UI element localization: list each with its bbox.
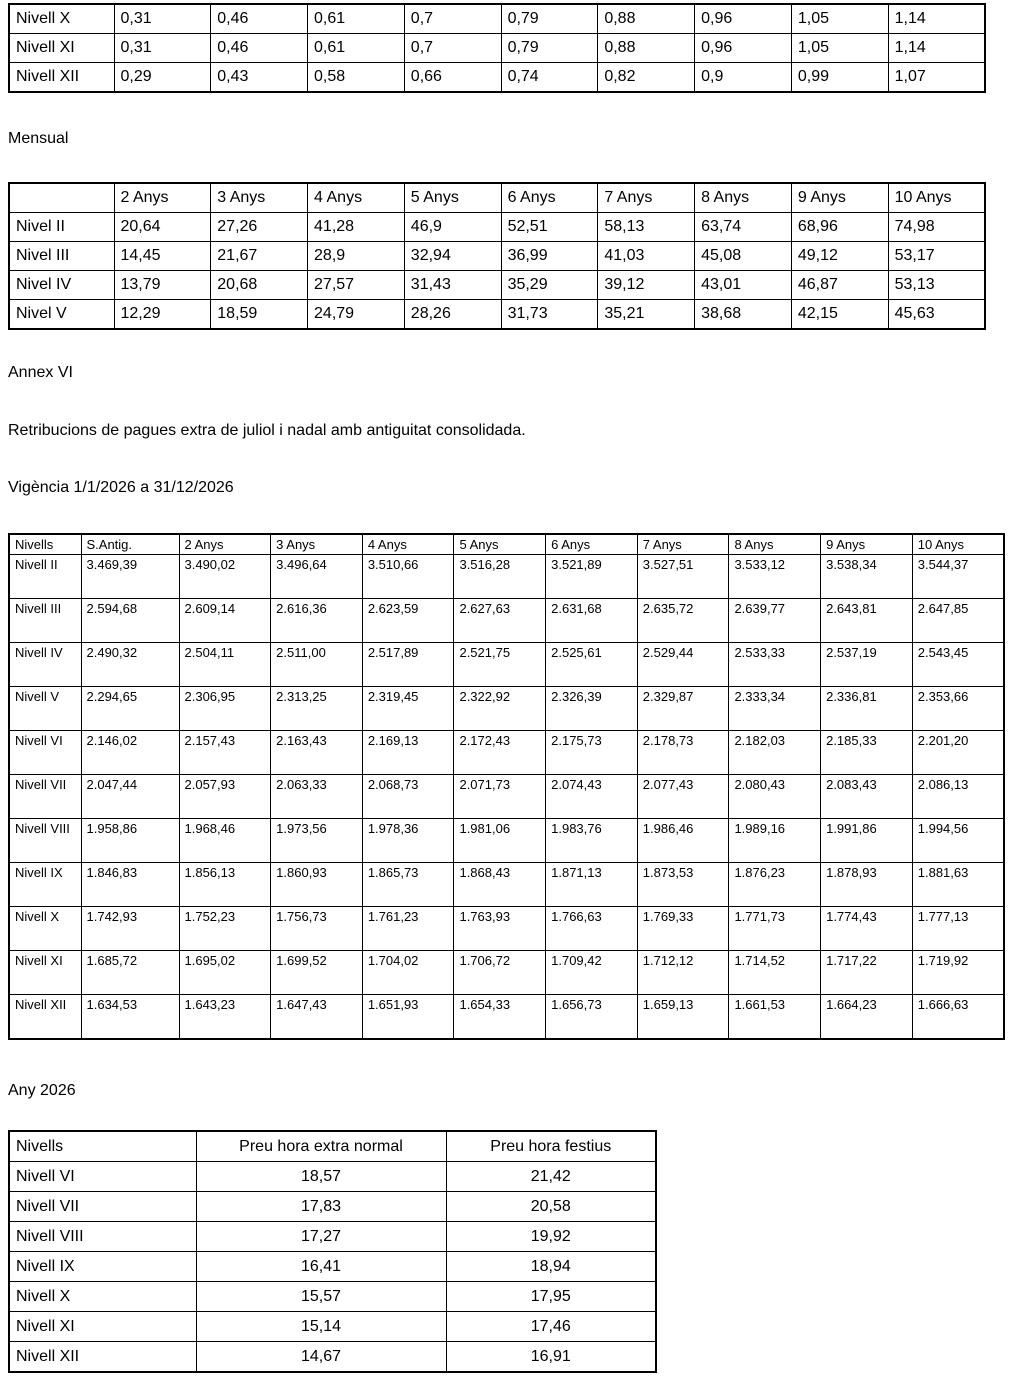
row-label: Nivell VIII — [9, 1222, 196, 1252]
table-cell: 16,41 — [196, 1252, 446, 1282]
table-cell: 28,26 — [404, 300, 501, 330]
table-row — [9, 242, 985, 271]
table-cell: 2.083,43 — [821, 775, 913, 819]
table-cell: 0,74 — [501, 63, 598, 93]
column-header: 7 Anys — [598, 183, 695, 213]
table-cell: 2.071,73 — [454, 775, 546, 819]
table-cell: 20,68 — [211, 271, 308, 300]
table-cell: 1.994,56 — [912, 819, 1004, 863]
table-cell: 1.766,63 — [546, 907, 638, 951]
table-cell: 2.080,43 — [729, 775, 821, 819]
table-row — [9, 907, 1004, 951]
column-header: 5 Anys — [454, 534, 546, 555]
table-cell: 46,87 — [791, 271, 888, 300]
table-cell: 0,79 — [501, 4, 598, 34]
table-cell: 1.878,93 — [821, 863, 913, 907]
table-row — [9, 1312, 656, 1342]
table-cell: 1.973,56 — [271, 819, 363, 863]
table-cell: 1.777,13 — [912, 907, 1004, 951]
row-label: Nivell XII — [9, 1342, 196, 1373]
table-row — [9, 1252, 656, 1282]
row-label: Nivel II — [9, 213, 114, 242]
table-cell: 1.651,93 — [362, 995, 454, 1040]
table-cell: 1.634,53 — [81, 995, 179, 1040]
table-cell: 0,58 — [308, 63, 405, 93]
table-cell: 1.856,13 — [179, 863, 271, 907]
row-label: Nivell XII — [9, 995, 81, 1040]
table-cell: 1,14 — [888, 34, 985, 63]
table-cell: 38,68 — [695, 300, 792, 330]
table-cell: 2.063,33 — [271, 775, 363, 819]
table-cell: 2.631,68 — [546, 599, 638, 643]
column-header: 6 Anys — [501, 183, 598, 213]
table-row — [9, 4, 985, 34]
table-cell: 0,29 — [114, 63, 211, 93]
column-header: 7 Anys — [637, 534, 729, 555]
table-cell: 2.077,43 — [637, 775, 729, 819]
table-cell: 3.510,66 — [362, 555, 454, 599]
table-cell: 1.769,33 — [637, 907, 729, 951]
row-label: Nivell VIII — [9, 819, 81, 863]
table-cell: 0,7 — [404, 4, 501, 34]
table-cell: 36,99 — [501, 242, 598, 271]
table-cell: 3.516,28 — [454, 555, 546, 599]
column-header: Nivells — [9, 534, 81, 555]
table-row — [9, 555, 1004, 599]
table-cell: 2.163,43 — [271, 731, 363, 775]
table-cell: 2.639,77 — [729, 599, 821, 643]
table-cell: 1.763,93 — [454, 907, 546, 951]
table-cell: 1.709,42 — [546, 951, 638, 995]
table-cell: 1.981,06 — [454, 819, 546, 863]
table-cell: 3.533,12 — [729, 555, 821, 599]
table-cell: 2.627,63 — [454, 599, 546, 643]
table-cell: 16,91 — [446, 1342, 656, 1373]
table-cell: 0,31 — [114, 4, 211, 34]
table-cell: 2.182,03 — [729, 731, 821, 775]
table-cell: 74,98 — [888, 213, 985, 242]
table-row — [9, 775, 1004, 819]
table-cell: 2.529,44 — [637, 643, 729, 687]
row-label: Nivell III — [9, 599, 81, 643]
table-cell: 2.074,43 — [546, 775, 638, 819]
table-cell: 1.695,02 — [179, 951, 271, 995]
table-row — [9, 951, 1004, 995]
row-label: Nivell IX — [9, 1252, 196, 1282]
table-cell: 1.868,43 — [454, 863, 546, 907]
table-cell: 1.712,12 — [637, 951, 729, 995]
table-cell: 2.623,59 — [362, 599, 454, 643]
table-cell: 1,05 — [791, 4, 888, 34]
section-heading-annex-vi: Annex VI — [8, 364, 73, 381]
column-header: 10 Anys — [912, 534, 1004, 555]
table-cell: 12,29 — [114, 300, 211, 330]
table-cell: 14,45 — [114, 242, 211, 271]
row-label: Nivell IV — [9, 643, 81, 687]
table-cell: 17,27 — [196, 1222, 446, 1252]
paragraph-retribucions: Retribucions de pagues extra de juliol i nadal amb antiguitat consolidada. — [8, 422, 526, 439]
column-header: 9 Anys — [821, 534, 913, 555]
table-cell: 2.616,36 — [271, 599, 363, 643]
table-row — [9, 271, 985, 300]
table-cell: 2.609,14 — [179, 599, 271, 643]
table-cell: 32,94 — [404, 242, 501, 271]
table-cell: 2.329,87 — [637, 687, 729, 731]
table-row — [9, 63, 985, 93]
table-cell: 2.511,00 — [271, 643, 363, 687]
row-label: Nivell VI — [9, 1162, 196, 1192]
table-cell: 1.761,23 — [362, 907, 454, 951]
table-row — [9, 819, 1004, 863]
column-header: 3 Anys — [211, 183, 308, 213]
table-cell: 1.983,76 — [546, 819, 638, 863]
table-cell: 0,88 — [598, 4, 695, 34]
table-cell: 1.860,93 — [271, 863, 363, 907]
annex-vi-retribucions-table — [8, 533, 1005, 1040]
table-cell: 1.986,46 — [637, 819, 729, 863]
table-cell: 3.527,51 — [637, 555, 729, 599]
table-cell: 35,29 — [501, 271, 598, 300]
table-cell: 43,01 — [695, 271, 792, 300]
table-row — [9, 34, 985, 63]
table-cell: 2.172,43 — [454, 731, 546, 775]
table-cell: 1,05 — [791, 34, 888, 63]
table-cell: 2.353,66 — [912, 687, 1004, 731]
table-cell: 1.873,53 — [637, 863, 729, 907]
table-cell: 1.989,16 — [729, 819, 821, 863]
table-cell: 1,07 — [888, 63, 985, 93]
table-cell: 18,57 — [196, 1162, 446, 1192]
table-cell: 1.771,73 — [729, 907, 821, 951]
table-cell: 68,96 — [791, 213, 888, 242]
table-cell: 3.496,64 — [271, 555, 363, 599]
table-cell: 1.742,93 — [81, 907, 179, 951]
table-cell: 2.643,81 — [821, 599, 913, 643]
row-label: Nivel V — [9, 300, 114, 330]
table-cell: 2.201,20 — [912, 731, 1004, 775]
table-cell: 2.313,25 — [271, 687, 363, 731]
table-cell: 1.664,23 — [821, 995, 913, 1040]
column-header: 2 Anys — [114, 183, 211, 213]
table-cell: 1.958,86 — [81, 819, 179, 863]
table-cell: 1.846,83 — [81, 863, 179, 907]
column-header: S.Antig. — [81, 534, 179, 555]
table-cell: 2.319,45 — [362, 687, 454, 731]
column-header: Preu hora extra normal — [196, 1131, 446, 1162]
table-cell: 15,57 — [196, 1282, 446, 1312]
table-row — [9, 599, 1004, 643]
table-cell: 35,21 — [598, 300, 695, 330]
table-cell: 52,51 — [501, 213, 598, 242]
table-cell: 0,99 — [791, 63, 888, 93]
column-header: Preu hora festius — [446, 1131, 656, 1162]
table-cell: 39,12 — [598, 271, 695, 300]
table-cell: 2.333,34 — [729, 687, 821, 731]
column-header: Nivells — [9, 1131, 196, 1162]
table-cell: 0,82 — [598, 63, 695, 93]
table-cell: 0,46 — [211, 34, 308, 63]
table-cell: 45,08 — [695, 242, 792, 271]
table-cell: 46,9 — [404, 213, 501, 242]
table-cell: 1.719,92 — [912, 951, 1004, 995]
table-row — [9, 1162, 656, 1192]
column-header: 4 Anys — [362, 534, 454, 555]
table-cell: 2.322,92 — [454, 687, 546, 731]
row-label: Nivel IV — [9, 271, 114, 300]
table-cell: 17,95 — [446, 1282, 656, 1312]
table-cell: 42,15 — [791, 300, 888, 330]
table-cell: 27,57 — [308, 271, 405, 300]
table-cell: 20,58 — [446, 1192, 656, 1222]
column-header — [9, 183, 114, 213]
table-cell: 58,13 — [598, 213, 695, 242]
table-cell: 1.656,73 — [546, 995, 638, 1040]
row-label: Nivell II — [9, 555, 81, 599]
table-cell: 2.635,72 — [637, 599, 729, 643]
row-label: Nivell VII — [9, 1192, 196, 1222]
table-cell: 1.661,53 — [729, 995, 821, 1040]
nivells-decimals-table — [8, 3, 986, 93]
table-cell: 1.685,72 — [81, 951, 179, 995]
table-cell: 2.537,19 — [821, 643, 913, 687]
table-cell: 1.714,52 — [729, 951, 821, 995]
table-cell: 53,13 — [888, 271, 985, 300]
column-header: 3 Anys — [271, 534, 363, 555]
table-cell: 0,66 — [404, 63, 501, 93]
row-label: Nivell XI — [9, 34, 114, 63]
table-cell: 1.752,23 — [179, 907, 271, 951]
table-row — [9, 995, 1004, 1040]
row-label: Nivell XII — [9, 63, 114, 93]
section-heading-any-2026: Any 2026 — [8, 1082, 76, 1099]
table-cell: 0,61 — [308, 34, 405, 63]
row-label: Nivell V — [9, 687, 81, 731]
table-cell: 2.294,65 — [81, 687, 179, 731]
table-cell: 2.543,45 — [912, 643, 1004, 687]
table-cell: 1.991,86 — [821, 819, 913, 863]
table-cell: 1.666,63 — [912, 995, 1004, 1040]
table-cell: 0,96 — [695, 4, 792, 34]
table-cell: 3.538,34 — [821, 555, 913, 599]
table-cell: 18,94 — [446, 1252, 656, 1282]
table-cell: 2.086,13 — [912, 775, 1004, 819]
table-row — [9, 213, 985, 242]
table-cell: 2.594,68 — [81, 599, 179, 643]
row-label: Nivell X — [9, 4, 114, 34]
table-cell: 2.326,39 — [546, 687, 638, 731]
table-cell: 1.968,46 — [179, 819, 271, 863]
column-header: 8 Anys — [729, 534, 821, 555]
table-cell: 1.876,23 — [729, 863, 821, 907]
row-label: Nivell X — [9, 1282, 196, 1312]
table-cell: 18,59 — [211, 300, 308, 330]
row-label: Nivell XI — [9, 1312, 196, 1342]
table-cell: 1.654,33 — [454, 995, 546, 1040]
table-row — [9, 1192, 656, 1222]
table-cell: 0,96 — [695, 34, 792, 63]
table-cell: 1.643,23 — [179, 995, 271, 1040]
table-cell: 19,92 — [446, 1222, 656, 1252]
paragraph-vigencia: Vigència 1/1/2026 a 31/12/2026 — [8, 479, 234, 496]
table-header-row — [9, 183, 985, 213]
table-cell: 17,46 — [446, 1312, 656, 1342]
table-cell: 0,9 — [695, 63, 792, 93]
table-cell: 31,73 — [501, 300, 598, 330]
table-cell: 2.525,61 — [546, 643, 638, 687]
table-cell: 1.881,63 — [912, 863, 1004, 907]
row-label: Nivell VII — [9, 775, 81, 819]
table-cell: 0,61 — [308, 4, 405, 34]
table-cell: 2.521,75 — [454, 643, 546, 687]
table-cell: 2.068,73 — [362, 775, 454, 819]
table-row — [9, 643, 1004, 687]
table-row — [9, 731, 1004, 775]
table-cell: 1.659,13 — [637, 995, 729, 1040]
table-cell: 28,9 — [308, 242, 405, 271]
table-cell: 0,7 — [404, 34, 501, 63]
table-cell: 1.647,43 — [271, 995, 363, 1040]
table-cell: 2.306,95 — [179, 687, 271, 731]
table-cell: 2.647,85 — [912, 599, 1004, 643]
table-cell: 3.521,89 — [546, 555, 638, 599]
column-header: 9 Anys — [791, 183, 888, 213]
column-header: 2 Anys — [179, 534, 271, 555]
table-cell: 2.157,43 — [179, 731, 271, 775]
table-row — [9, 1222, 656, 1252]
section-heading-mensual: Mensual — [8, 130, 69, 147]
table-cell: 2.169,13 — [362, 731, 454, 775]
table-cell: 1.978,36 — [362, 819, 454, 863]
column-header: 4 Anys — [308, 183, 405, 213]
table-cell: 31,43 — [404, 271, 501, 300]
table-cell: 41,28 — [308, 213, 405, 242]
table-cell: 0,31 — [114, 34, 211, 63]
table-cell: 49,12 — [791, 242, 888, 271]
row-label: Nivell IX — [9, 863, 81, 907]
table-cell: 15,14 — [196, 1312, 446, 1342]
table-cell: 0,79 — [501, 34, 598, 63]
column-header: 5 Anys — [404, 183, 501, 213]
table-cell: 45,63 — [888, 300, 985, 330]
table-cell: 13,79 — [114, 271, 211, 300]
table-row — [9, 1282, 656, 1312]
table-row — [9, 687, 1004, 731]
table-cell: 2.146,02 — [81, 731, 179, 775]
table-cell: 2.185,33 — [821, 731, 913, 775]
table-cell: 24,79 — [308, 300, 405, 330]
table-cell: 27,26 — [211, 213, 308, 242]
table-cell: 3.544,37 — [912, 555, 1004, 599]
row-label: Nivel III — [9, 242, 114, 271]
table-cell: 1.756,73 — [271, 907, 363, 951]
table-cell: 2.490,32 — [81, 643, 179, 687]
table-header-row — [9, 534, 1004, 555]
table-cell: 2.175,73 — [546, 731, 638, 775]
table-cell: 3.469,39 — [81, 555, 179, 599]
table-cell: 0,46 — [211, 4, 308, 34]
table-row — [9, 1342, 656, 1373]
table-cell: 21,42 — [446, 1162, 656, 1192]
column-header: 6 Anys — [546, 534, 638, 555]
table-cell: 17,83 — [196, 1192, 446, 1222]
table-cell: 3.490,02 — [179, 555, 271, 599]
table-cell: 21,67 — [211, 242, 308, 271]
table-cell: 2.047,44 — [81, 775, 179, 819]
table-cell: 1.706,72 — [454, 951, 546, 995]
table-row — [9, 863, 1004, 907]
column-header: 8 Anys — [695, 183, 792, 213]
table-cell: 1,14 — [888, 4, 985, 34]
table-cell: 41,03 — [598, 242, 695, 271]
row-label: Nivell X — [9, 907, 81, 951]
row-label: Nivell XI — [9, 951, 81, 995]
table-cell: 1.717,22 — [821, 951, 913, 995]
table-cell: 2.057,93 — [179, 775, 271, 819]
table-cell: 0,43 — [211, 63, 308, 93]
table-cell: 2.504,11 — [179, 643, 271, 687]
table-cell: 1.774,43 — [821, 907, 913, 951]
column-header: 10 Anys — [888, 183, 985, 213]
table-cell: 0,88 — [598, 34, 695, 63]
table-cell: 2.533,33 — [729, 643, 821, 687]
mensual-table — [8, 182, 986, 330]
table-cell: 1.704,02 — [362, 951, 454, 995]
row-label: Nivell VI — [9, 731, 81, 775]
table-cell: 20,64 — [114, 213, 211, 242]
table-cell: 14,67 — [196, 1342, 446, 1373]
table-cell: 63,74 — [695, 213, 792, 242]
table-header-row — [9, 1131, 656, 1162]
table-cell: 1.865,73 — [362, 863, 454, 907]
table-cell: 2.517,89 — [362, 643, 454, 687]
table-cell: 53,17 — [888, 242, 985, 271]
table-cell: 1.871,13 — [546, 863, 638, 907]
table-cell: 2.336,81 — [821, 687, 913, 731]
table-cell: 2.178,73 — [637, 731, 729, 775]
table-cell: 1.699,52 — [271, 951, 363, 995]
table-row — [9, 300, 985, 330]
preu-hora-extra-table — [8, 1130, 657, 1373]
